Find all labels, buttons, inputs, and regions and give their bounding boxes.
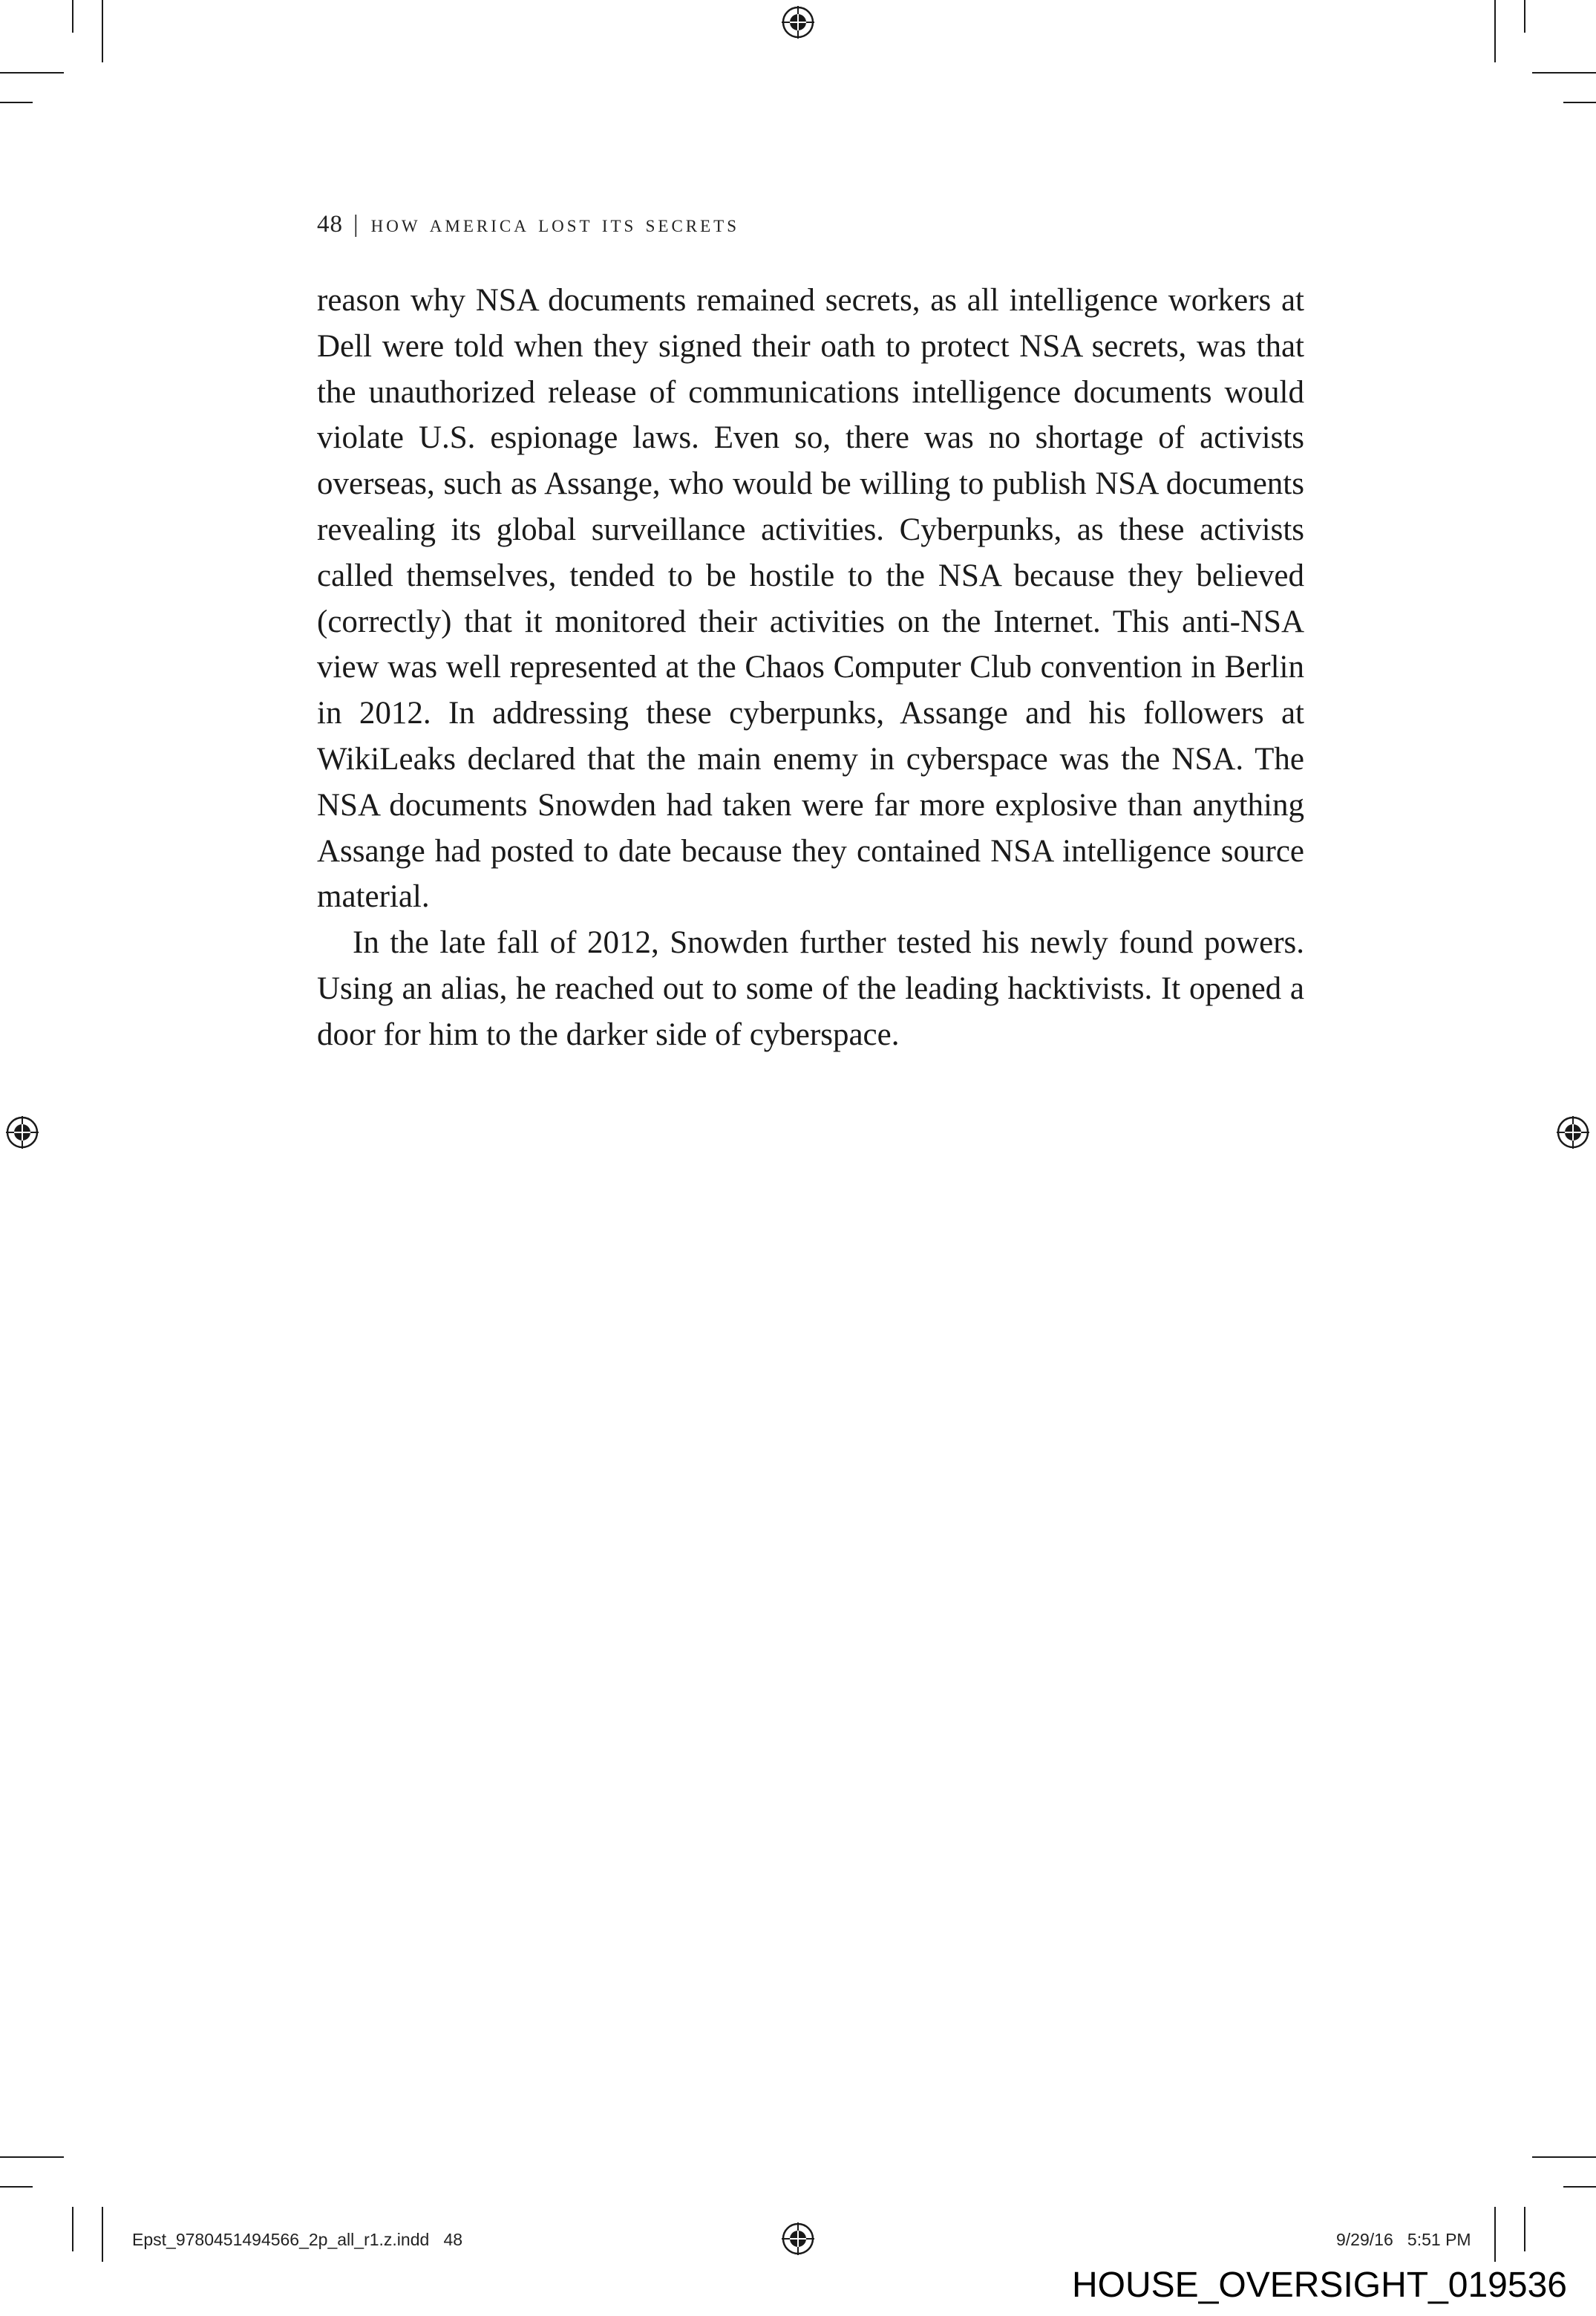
crop-mark	[1494, 0, 1496, 62]
crop-mark	[1563, 102, 1596, 103]
registration-mark-icon	[782, 6, 814, 39]
slug-file-info	[132, 2230, 462, 2250]
crop-mark	[72, 2207, 73, 2251]
crop-mark	[0, 2186, 33, 2188]
crop-mark	[1532, 72, 1596, 74]
body-text	[317, 278, 1304, 1058]
crop-mark	[1563, 2186, 1596, 2188]
book-title: how america lost its secrets	[370, 211, 740, 238]
crop-mark	[72, 0, 73, 33]
crop-mark	[1524, 2207, 1525, 2251]
bates-number: HOUSE_OVERSIGHT_019536	[1072, 2266, 1567, 2305]
crop-mark	[0, 72, 64, 74]
running-head	[317, 211, 739, 238]
crop-mark	[1494, 2207, 1496, 2262]
crop-mark	[102, 0, 103, 62]
slug-page: 48	[443, 2230, 463, 2249]
slug-time: 5:51 PM	[1407, 2230, 1471, 2249]
registration-mark-icon	[1557, 1116, 1589, 1149]
paragraph: reason why NSA documents remained secrets, as all intelligence workers at Dell were told when they signed their oath to protect NSA secrets, was that the unauthorized release of communications intelligence documents would violate U.S. espionage laws. Even so, there was no shortage of activists overseas, such as Assange, who would be willing to publish NSA documents revealing its global surveillance activities. Cyberpunks, as these activists called themselves, tended to be hostile to the NSA because they believed (correctly) that it monitored their activities on the Internet. This anti-NSA view was well represented at the Chaos Computer Club convention in Berlin in 2012. In addressing these cyberpunks, Assange and his followers at WikiLeaks declared that the main enemy in cyberspace was the NSA. The NSA documents Snowden had taken were far more explosive than anything Assange had posted to date because they contained NSA intelligence source material.	[317, 283, 1304, 915]
crop-mark	[0, 2156, 64, 2158]
slug-date-info	[1336, 2230, 1471, 2250]
slug-date: 9/29/16	[1336, 2230, 1393, 2249]
page-number: 48	[317, 211, 343, 238]
crop-mark	[0, 102, 33, 103]
registration-mark-icon	[782, 2222, 814, 2255]
running-head-separator: |	[353, 211, 361, 238]
paragraph: In the late fall of 2012, Snowden further tested his newly found powers. Using an alias, he reached out to some of the leading hacktivists. It opened a door for him to the darker side of cyberspace.	[317, 925, 1304, 1052]
crop-mark	[1532, 2156, 1596, 2158]
crop-mark	[102, 2207, 103, 2262]
crop-mark	[1524, 0, 1525, 33]
registration-mark-icon	[6, 1116, 39, 1149]
slug-file-name: Epst_9780451494566_2p_all_r1.z.indd	[132, 2230, 430, 2249]
